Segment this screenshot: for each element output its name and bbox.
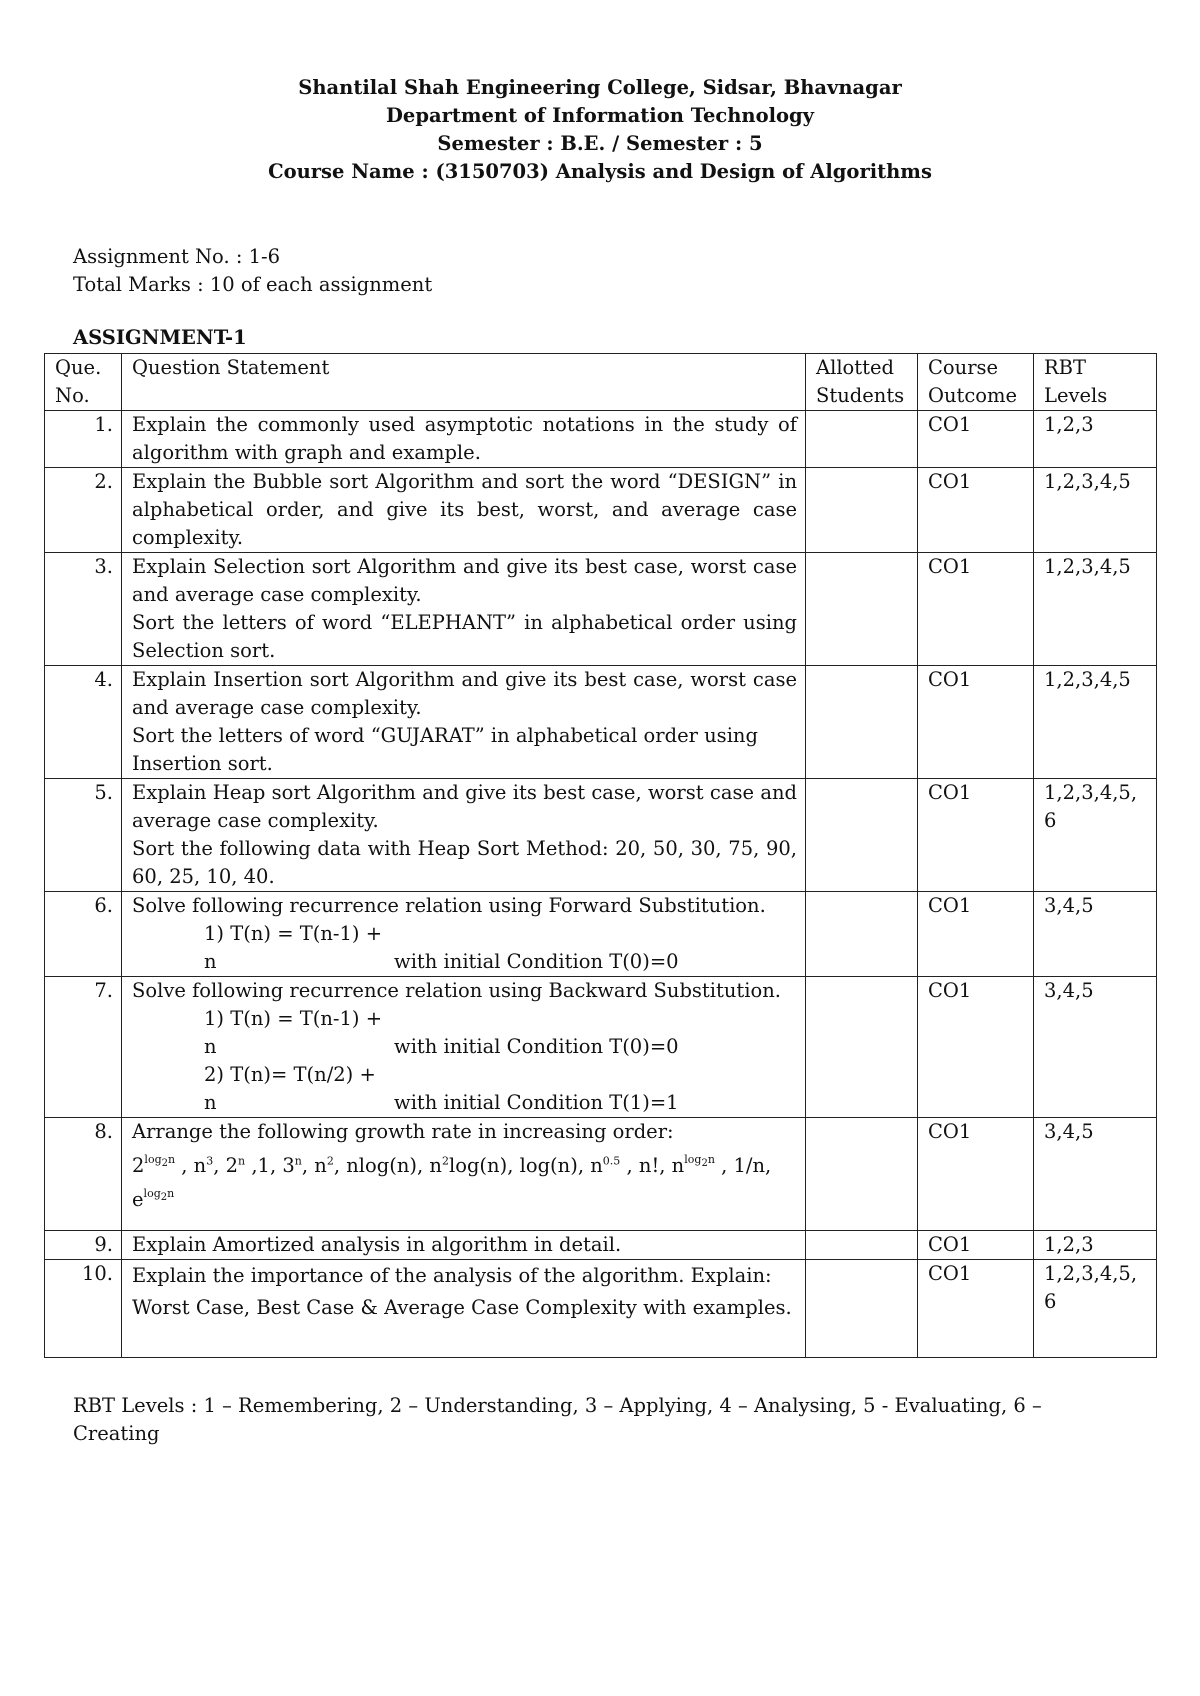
- question-statement: Explain the commonly used asymptotic notations in the study of algorithm with graph and example.: [122, 411, 806, 468]
- assignment-number: Assignment No. : 1-6: [73, 245, 281, 268]
- total-marks: Total Marks : 10 of each assignment: [73, 273, 433, 296]
- course-name: Course Name : (3150703) Analysis and Design of Algorithms: [268, 160, 932, 183]
- question-statement: Explain Amortized analysis in algorithm in detail.: [122, 1231, 806, 1260]
- allotted-students-cell: [806, 1231, 918, 1260]
- question-statement: Explain Selection sort Algorithm and give its best case, worst case and average case complexity. Sort the letters of word “ELEPHANT” in alphabetical order using Selection sort.: [122, 553, 806, 666]
- table-row: [45, 468, 1157, 553]
- initial-condition: with initial Condition T(1)=1: [394, 1091, 679, 1114]
- question-number: 4.: [45, 666, 122, 779]
- rbt-level: 1,2,3: [1034, 1231, 1157, 1260]
- table-row: [45, 1260, 1157, 1358]
- recurrence-equation: 1) T(n) = T(n-1) + n: [204, 1007, 383, 1058]
- header-rbt-levels: RBT Levels: [1034, 354, 1157, 411]
- assignment-meta: [73, 243, 432, 299]
- header-question-statement: Question Statement: [122, 354, 806, 411]
- question-statement: Explain Heap sort Algorithm and give its best case, worst case and average case complexity. Sort the following data with Heap Sort Method: 20, 50, 30, 75, 90, 60, 25, 10, 40.: [122, 779, 806, 892]
- header-allotted-students: Allotted Students: [806, 354, 918, 411]
- course-outcome: CO1: [918, 666, 1034, 779]
- table-row: [45, 1118, 1157, 1231]
- table-row: [45, 779, 1157, 892]
- question-statement: Solve following recurrence relation using Forward Substitution. 1) T(n) = T(n-1) + n with initial Condition T(0)=0: [122, 892, 806, 977]
- allotted-students-cell: [806, 553, 918, 666]
- rbt-level: 1,2,3,4,5: [1034, 666, 1157, 779]
- question-statement: Explain the importance of the analysis of the algorithm. Explain: Worst Case, Best Case & Average Case Complexity with examples.: [122, 1260, 806, 1358]
- question-number: 8.: [45, 1118, 122, 1231]
- growth-rate-expressions: $2^{log_2n}$ , $n^3$, 2$^n$ ,1, 3$^n$, $n^2$, nlog(n), $n^2\log(n)$, log(n), $n^{0.5}$ , n!, $n^{log_2n}$ , 1/n,: [132, 1153, 772, 1177]
- question-number: 10.: [45, 1260, 122, 1358]
- course-outcome: CO1: [918, 1118, 1034, 1231]
- rbt-level: 1,2,3,4,5: [1034, 553, 1157, 666]
- allotted-students-cell: [806, 666, 918, 779]
- question-statement: Explain Insertion sort Algorithm and give its best case, worst case and average case complexity. Sort the letters of word “GUJARAT” in alphabetical order using Insertion sort.: [122, 666, 806, 779]
- rbt-level: 1,2,3,4,5, 6: [1034, 1260, 1157, 1358]
- table-row: [45, 892, 1157, 977]
- table-row: [45, 1231, 1157, 1260]
- rbt-level: 3,4,5: [1034, 892, 1157, 977]
- rbt-levels-legend: RBT Levels : 1 – Remembering, 2 – Understanding, 3 – Applying, 4 – Analysing, 5 - Evaluating, 6 – Creating: [73, 1394, 1042, 1445]
- rbt-level: 1,2,3: [1034, 411, 1157, 468]
- department-name: Department of Information Technology: [386, 104, 814, 127]
- question-number: 6.: [45, 892, 122, 977]
- question-number: 7.: [45, 977, 122, 1118]
- header-que-no: Que. No.: [45, 354, 122, 411]
- rbt-level: 1,2,3,4,5: [1034, 468, 1157, 553]
- college-name: Shantilal Shah Engineering College, Sidsar, Bhavnagar: [298, 76, 902, 99]
- question-number: 9.: [45, 1231, 122, 1260]
- allotted-students-cell: [806, 1118, 918, 1231]
- question-number: 3.: [45, 553, 122, 666]
- allotted-students-cell: [806, 977, 918, 1118]
- rbt-level: 1,2,3,4,5, 6: [1034, 779, 1157, 892]
- questions-table: [44, 353, 1157, 1358]
- allotted-students-cell: [806, 779, 918, 892]
- question-statement: Explain the Bubble sort Algorithm and sort the word “DESIGN” in alphabetical order, and give its best, worst, and average case complexity.: [122, 468, 806, 553]
- course-outcome: CO1: [918, 468, 1034, 553]
- question-number: 5.: [45, 779, 122, 892]
- allotted-students-cell: [806, 411, 918, 468]
- course-outcome: CO1: [918, 977, 1034, 1118]
- table-row: [45, 553, 1157, 666]
- course-outcome: CO1: [918, 553, 1034, 666]
- initial-condition: with initial Condition T(0)=0: [394, 950, 679, 973]
- question-number: 2.: [45, 468, 122, 553]
- document-header: [0, 74, 1200, 186]
- question-number: 1.: [45, 411, 122, 468]
- course-outcome: CO1: [918, 892, 1034, 977]
- recurrence-equation: 2) T(n)= T(n/2) + n: [204, 1063, 376, 1114]
- course-outcome: CO1: [918, 779, 1034, 892]
- table-header-row: [45, 354, 1157, 411]
- header-course-outcome: Course Outcome: [918, 354, 1034, 411]
- initial-condition: with initial Condition T(0)=0: [394, 1035, 679, 1058]
- table-row: [45, 666, 1157, 779]
- allotted-students-cell: [806, 1260, 918, 1358]
- semester-line: Semester : B.E. / Semester : 5: [437, 132, 763, 155]
- recurrence-equation: 1) T(n) = T(n-1) + n: [204, 922, 383, 973]
- table-row: [45, 411, 1157, 468]
- question-statement: Arrange the following growth rate in increasing order: $2^{log_2n}$ , $n^3$, 2$^n$ ,1, 3$^n$, $n^2$, nlog(n), $n^2\log(n)$, log(n), $n^{0.5}$ , n!, $n^{log_2n}$ , 1/n, $e^{log_2n}$: [122, 1118, 806, 1231]
- assignment-title: ASSIGNMENT-1: [73, 326, 247, 349]
- course-outcome: CO1: [918, 1260, 1034, 1358]
- allotted-students-cell: [806, 468, 918, 553]
- course-outcome: CO1: [918, 411, 1034, 468]
- rbt-level: 3,4,5: [1034, 977, 1157, 1118]
- allotted-students-cell: [806, 892, 918, 977]
- course-outcome: CO1: [918, 1231, 1034, 1260]
- table-row: [45, 977, 1157, 1118]
- question-statement: Solve following recurrence relation using Backward Substitution. 1) T(n) = T(n-1) + n with initial Condition T(0)=0 2) T(n)= T(n/2) + n with initial Condition T(1)=1: [122, 977, 806, 1118]
- rbt-level: 3,4,5: [1034, 1118, 1157, 1231]
